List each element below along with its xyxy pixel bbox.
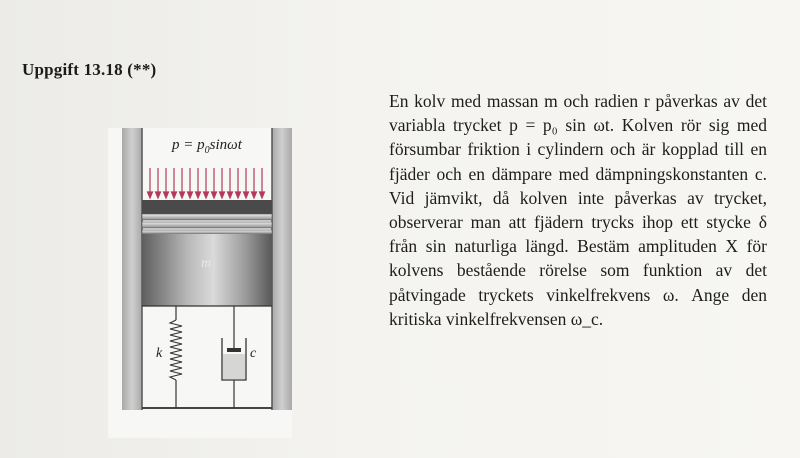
problem-text: En kolv med massan m och radien r påverkas av det variabla trycket p = p₀ sin ωt. Kolven rör sig med försumbar friktion i cylindern och är kopplad till en fjäder och en dämpare med dämpningskonstanten c. Vid jämvikt, då kolven inte påverkas av trycket, observerar man att fjädern trycks ihop ett stycke δ från sin naturliga längd. Bestäm amplituden X för kolvens bestående rörelse som funktion av det påtvingade tryckets vinkelfrekvens ω. Ange den kritiska vinkelfrekvensen ω_c. <box>389 91 767 329</box>
mass-label: m <box>201 256 212 271</box>
spring-label: k <box>156 346 163 361</box>
piston-figure <box>108 128 292 438</box>
cylinder-left-wall <box>122 128 142 410</box>
pressure-equation: $p = p_0\sin\omega t$ <box>172 137 242 156</box>
piston-ring-3 <box>142 230 272 234</box>
piston-ring-1 <box>142 214 272 220</box>
damper-piston <box>227 348 241 352</box>
problem-heading: Uppgift 13.18 (**) <box>22 60 157 79</box>
cylinder-right-wall <box>272 128 292 410</box>
piston-crown <box>142 200 272 214</box>
piston-diagram <box>108 128 292 438</box>
pressure-arrows <box>148 168 265 198</box>
damper-label: c <box>250 346 257 361</box>
spring <box>170 320 182 380</box>
piston-ring-2 <box>142 222 272 228</box>
